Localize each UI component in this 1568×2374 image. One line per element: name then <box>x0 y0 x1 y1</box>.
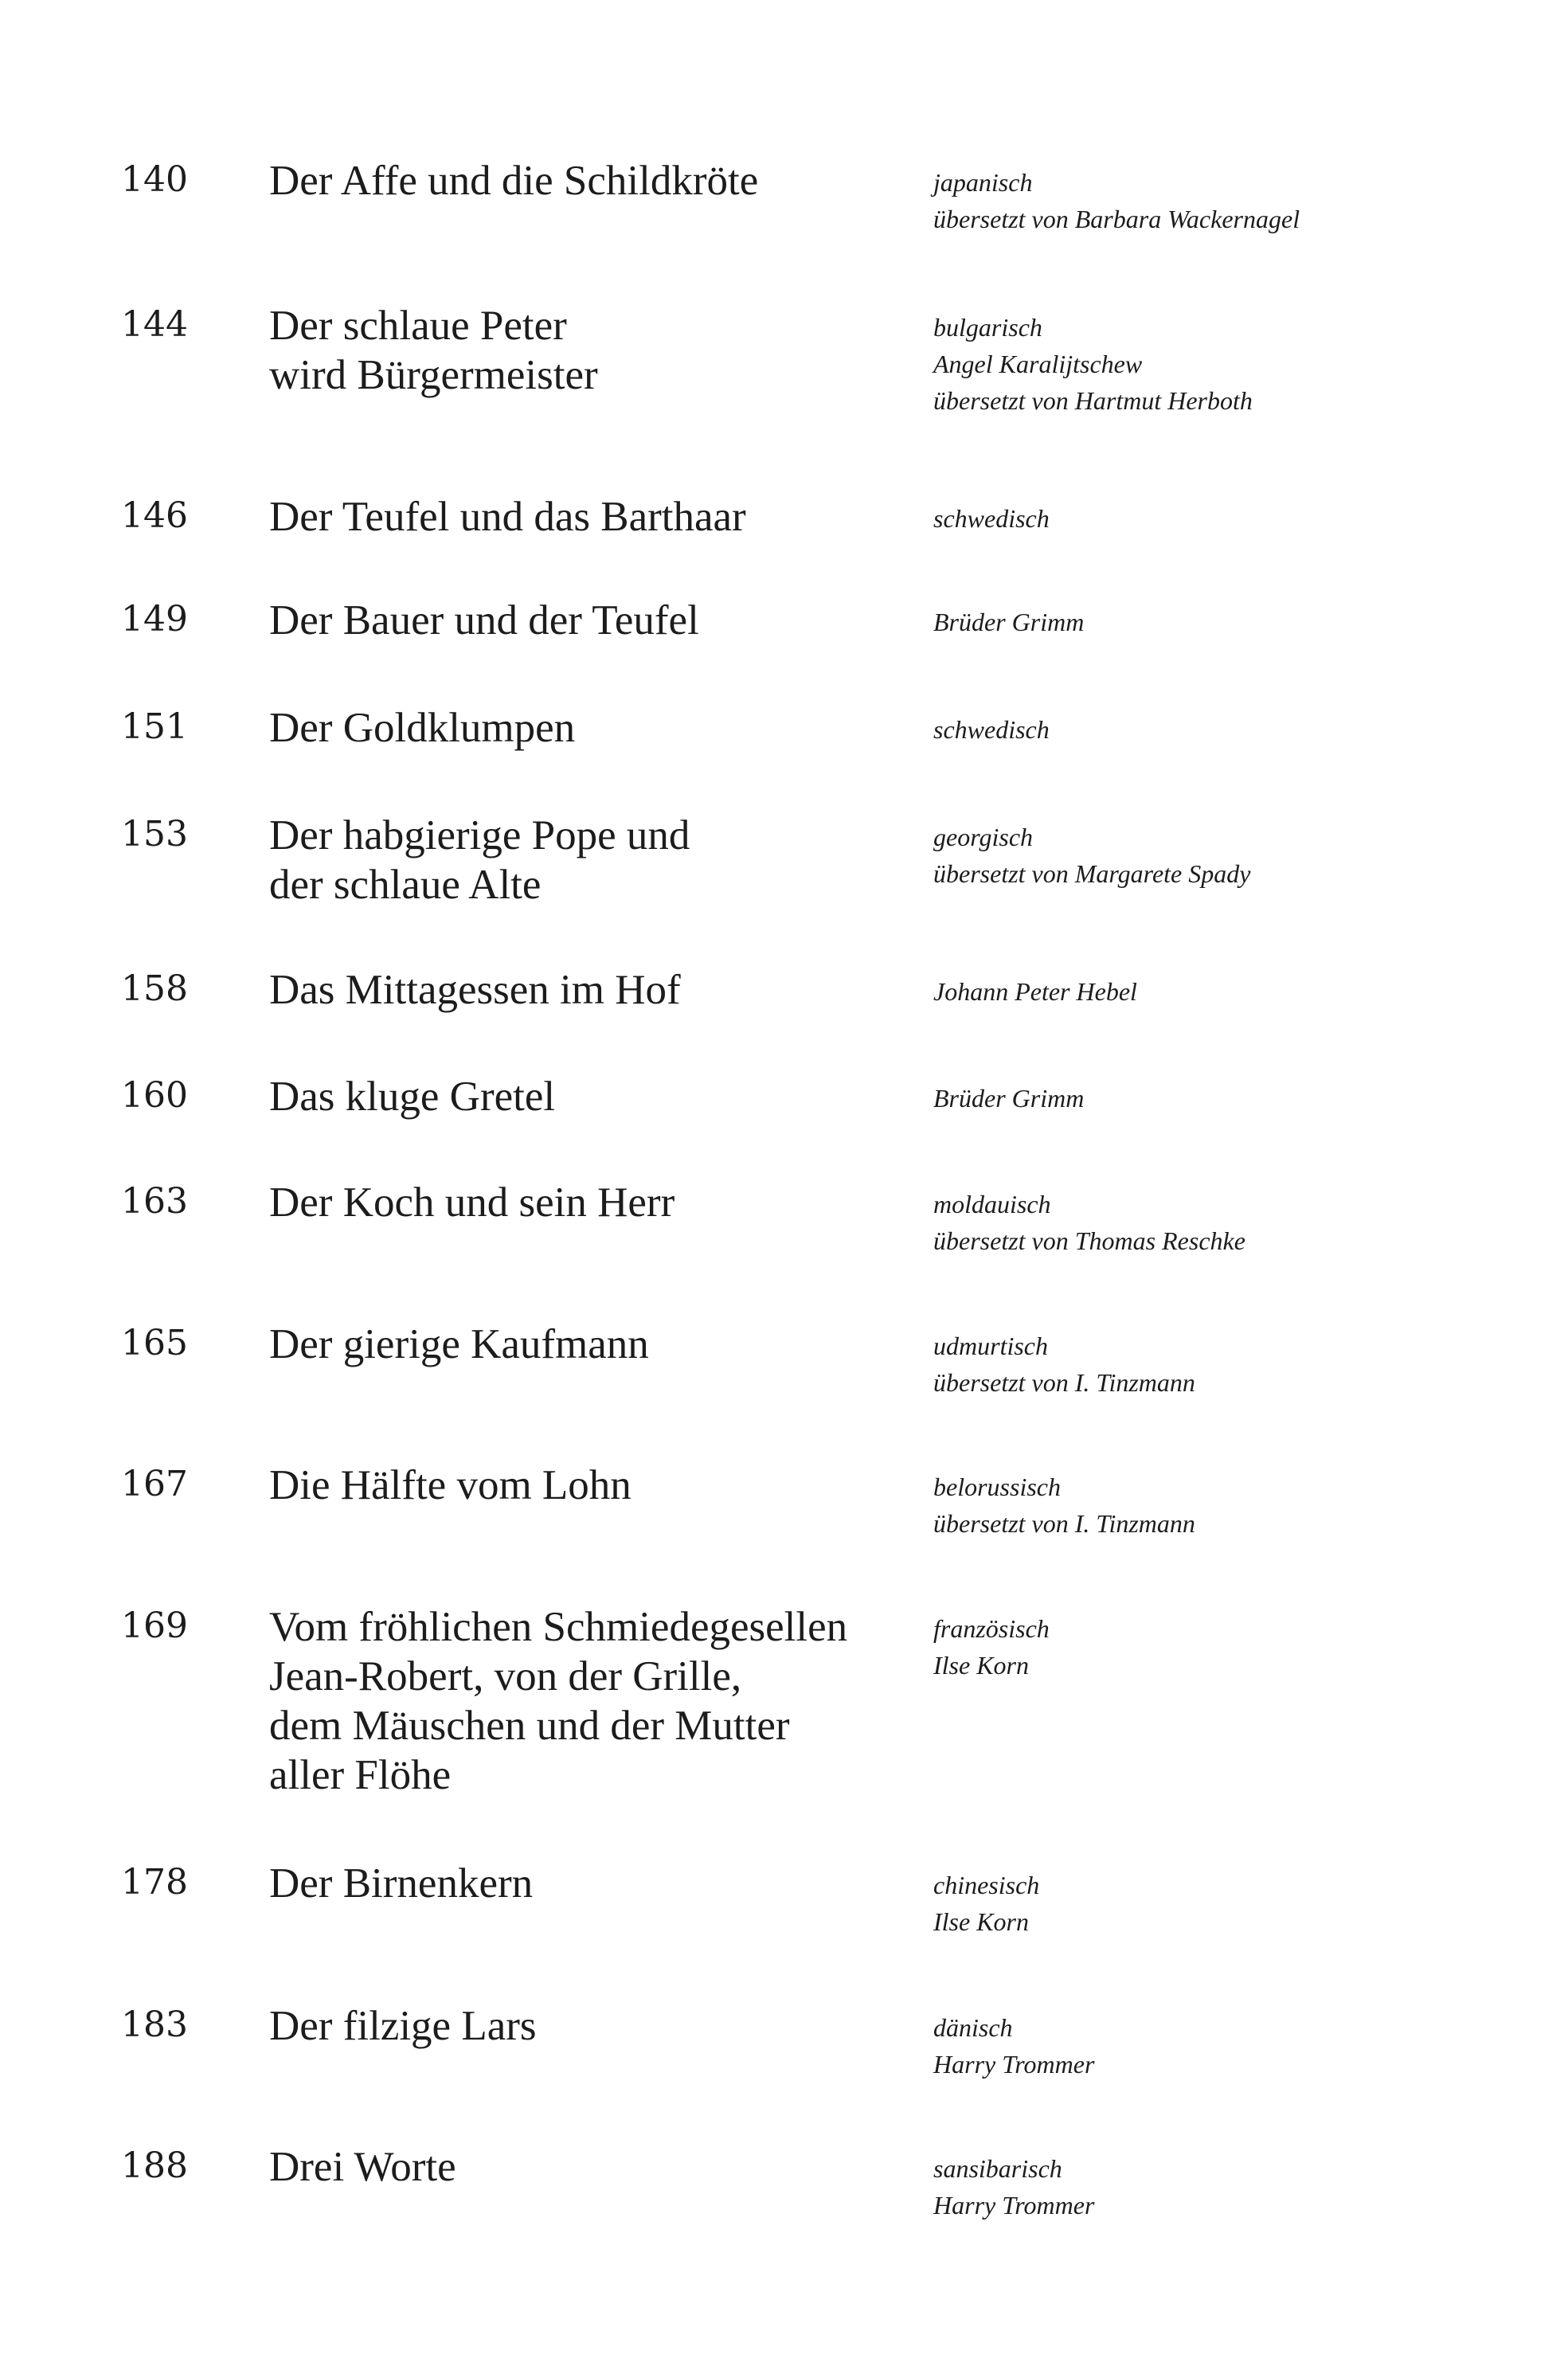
source-line: moldauisch <box>933 1190 1051 1218</box>
page-number: 158 <box>121 968 188 1009</box>
page-number: 167 <box>121 1464 188 1504</box>
page-number: 146 <box>121 495 188 536</box>
title-line: Drei Worte <box>269 2144 456 2190</box>
source-line: übersetzt von I. Tinzmann <box>933 1509 1195 1538</box>
title-line: Die Hälfte vom Lohn <box>269 1462 632 1508</box>
source-line: Harry Trommer <box>933 2191 1095 2220</box>
title-line: Vom fröhlichen Schmiedegesellen <box>269 1604 848 1650</box>
page-number: 153 <box>121 814 188 855</box>
entry-source <box>933 819 1250 892</box>
title-line: wird Bürgermeister <box>269 352 598 398</box>
entry-source <box>933 309 1253 419</box>
source-line: französisch <box>933 1614 1050 1643</box>
page-number: 165 <box>121 1323 188 1363</box>
entry-title <box>269 596 699 645</box>
source-line: japanisch <box>933 168 1033 197</box>
page-number: 169 <box>121 1605 188 1646</box>
source-line: georgisch <box>933 823 1034 851</box>
entry-title <box>269 965 681 1015</box>
title-line: Der filzige Lars <box>269 2003 537 2049</box>
source-line: Brüder Grimm <box>933 1084 1085 1113</box>
page-number: 140 <box>121 159 188 200</box>
entry-source <box>933 500 1050 537</box>
entry-source <box>933 1610 1050 1684</box>
entry-title <box>269 703 575 753</box>
page-number: 160 <box>121 1075 188 1116</box>
page-number: 149 <box>121 599 188 639</box>
title-line: Das Mittagessen im Hof <box>269 967 681 1013</box>
source-line: übersetzt von Barbara Wackernagel <box>933 205 1300 233</box>
page-number: 151 <box>121 706 188 747</box>
title-line: der schlaue Alte <box>269 862 542 908</box>
source-line: übersetzt von I. Tinzmann <box>933 1368 1195 1397</box>
title-line: Der schlaue Peter <box>269 303 567 349</box>
entry-source <box>933 604 1084 640</box>
entry-title <box>269 156 758 205</box>
page-number: 144 <box>121 304 188 345</box>
title-line: Der Affe und die Schildkröte <box>269 158 759 204</box>
title-line: Der Teufel und das Barthaar <box>269 494 746 540</box>
entry-title <box>269 2142 456 2192</box>
title-line: Jean-Robert, von der Grille, <box>269 1653 742 1699</box>
entry-title <box>269 1072 555 1121</box>
source-line: dänisch <box>933 2013 1013 2042</box>
entry-source <box>933 1469 1195 1542</box>
page-number: 163 <box>121 1181 188 1222</box>
entry-title <box>269 1178 675 1227</box>
source-line: Ilse Korn <box>933 1907 1029 1936</box>
title-line: Der Bauer und der Teufel <box>269 597 699 643</box>
entry-source <box>933 711 1050 748</box>
entry-title <box>269 1461 632 1510</box>
title-line: Der habgierige Pope und <box>269 812 690 858</box>
source-line: chinesisch <box>933 1871 1040 1899</box>
entry-title <box>269 1859 533 1908</box>
entry-title <box>269 1320 649 1369</box>
page-number: 178 <box>121 1862 188 1903</box>
entry-source <box>933 1328 1195 1401</box>
entry-source <box>933 1080 1084 1117</box>
source-line: schwedisch <box>933 504 1050 533</box>
entry-source <box>933 2009 1094 2083</box>
entry-title <box>269 301 598 400</box>
title-line: Der Koch und sein Herr <box>269 1179 675 1226</box>
page-number: 188 <box>121 2145 188 2186</box>
source-line: Brüder Grimm <box>933 608 1085 636</box>
source-line: belorussisch <box>933 1473 1061 1501</box>
entry-source <box>933 2150 1094 2223</box>
entry-title <box>269 811 690 909</box>
entry-title <box>269 492 746 542</box>
source-line: Harry Trommer <box>933 2050 1095 2079</box>
entry-source <box>933 1186 1245 1259</box>
entry-title <box>269 1602 847 1800</box>
source-line: schwedisch <box>933 715 1050 744</box>
source-line: bulgarisch <box>933 313 1042 342</box>
source-line: Johann Peter Hebel <box>933 977 1137 1006</box>
source-line: udmurtisch <box>933 1332 1048 1360</box>
title-line: dem Mäuschen und der Mutter <box>269 1703 790 1749</box>
entry-source <box>933 164 1300 237</box>
source-line: Angel Karalijtschew <box>933 350 1143 378</box>
entry-source <box>933 1867 1039 1940</box>
title-line: Der Goldklumpen <box>269 705 576 751</box>
title-line: Der gierige Kaufmann <box>269 1321 649 1367</box>
source-line: sansibarisch <box>933 2154 1062 2183</box>
source-line: übersetzt von Hartmut Herboth <box>933 386 1253 415</box>
source-line: übersetzt von Margarete Spady <box>933 859 1251 888</box>
title-line: Der Birnenkern <box>269 1860 534 1907</box>
title-line: Das kluge Gretel <box>269 1074 556 1120</box>
entry-title <box>269 2001 537 2051</box>
page-number: 183 <box>121 2004 188 2045</box>
entry-source <box>933 973 1137 1010</box>
source-line: übersetzt von Thomas Reschke <box>933 1226 1245 1255</box>
source-line: Ilse Korn <box>933 1651 1029 1680</box>
title-line: aller Flöhe <box>269 1752 452 1798</box>
